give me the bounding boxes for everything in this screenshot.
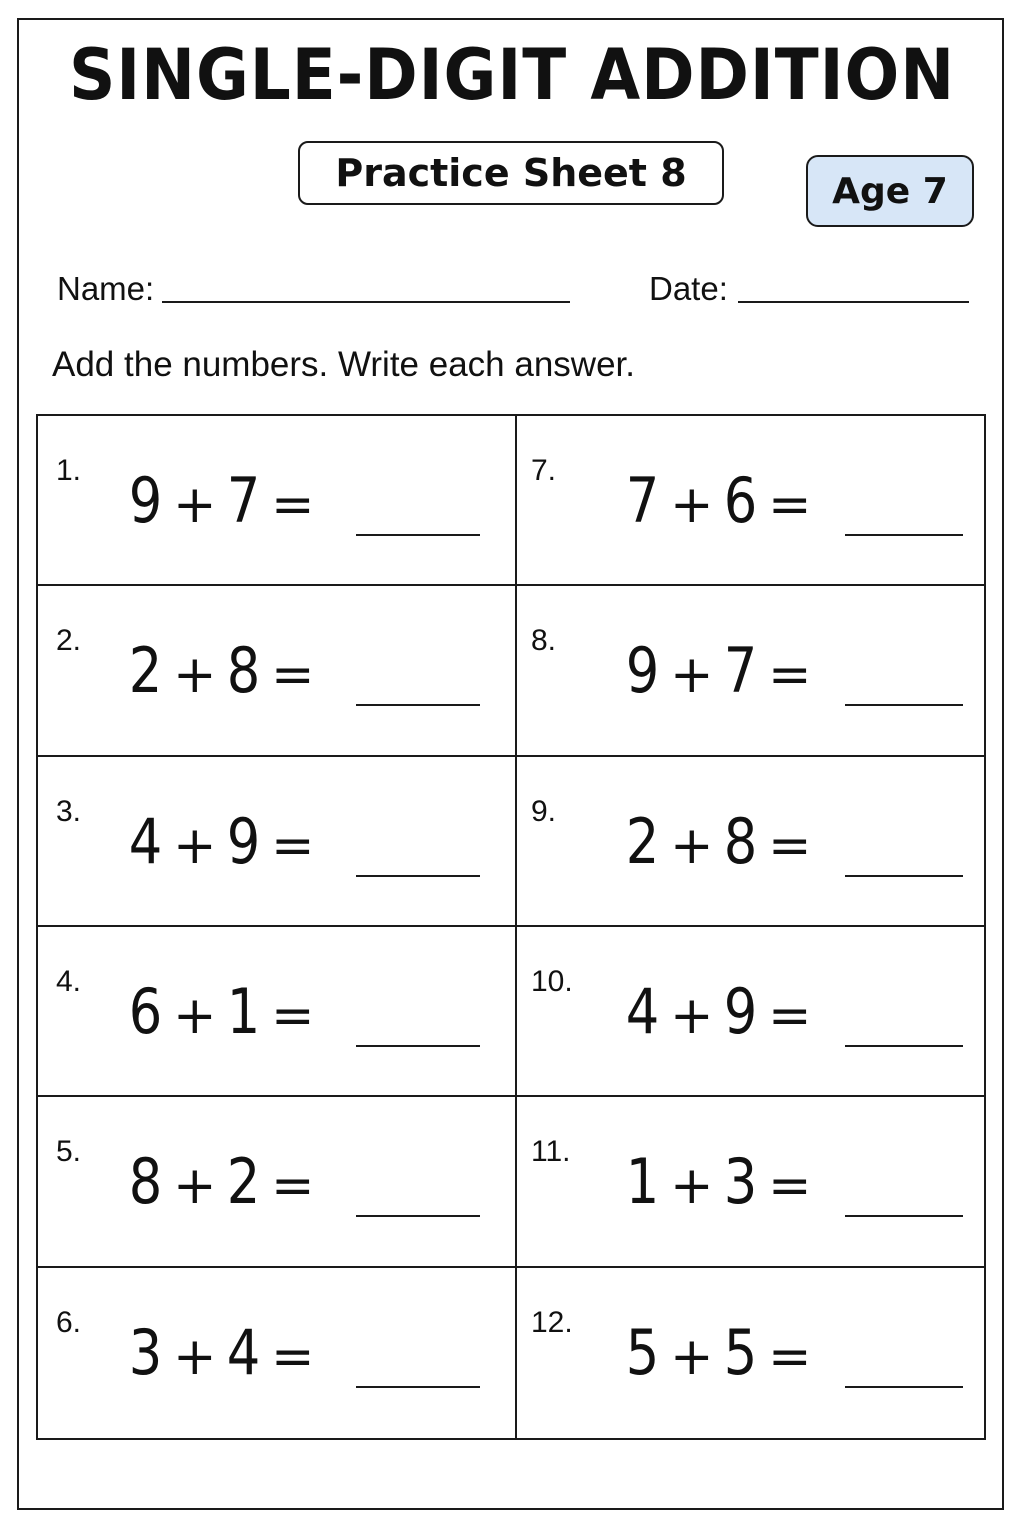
name-label: Name: (57, 270, 155, 307)
problem-cell (38, 1097, 517, 1267)
problem-expression (126, 974, 315, 1048)
problem-expression (623, 634, 812, 708)
age-badge (806, 155, 974, 227)
problem-expression (126, 634, 315, 708)
plus-sign: + (173, 985, 217, 1046)
problem-number: 12. (531, 1305, 573, 1339)
problem-cell (517, 416, 984, 586)
answer-blank[interactable] (845, 704, 963, 706)
problem-cell (517, 586, 984, 756)
problem-cell (38, 757, 517, 927)
problem-number: 8. (531, 624, 557, 658)
answer-blank[interactable] (845, 1215, 963, 1217)
plus-sign: + (173, 645, 217, 706)
addend-first: 4 (128, 804, 163, 878)
addend-second: 4 (226, 1315, 261, 1389)
equals-sign: = (768, 815, 812, 876)
equals-sign: = (768, 1326, 812, 1387)
addend-first: 1 (625, 1145, 660, 1219)
equals-sign: = (271, 1326, 315, 1387)
problem-number: 6. (56, 1305, 82, 1339)
problem-cell (38, 416, 517, 586)
problem-number: 4. (56, 964, 82, 998)
problem-expression (126, 804, 315, 878)
addend-first: 7 (625, 464, 660, 537)
problem-number: 1. (56, 454, 82, 487)
plus-sign: + (670, 645, 714, 706)
equals-sign: = (768, 985, 812, 1046)
practice-sheet-label (298, 141, 724, 205)
problem-expression (126, 464, 315, 537)
plus-sign: + (670, 1156, 714, 1217)
addend-first: 4 (625, 974, 660, 1048)
equals-sign: = (271, 985, 315, 1046)
problem-number: 9. (531, 794, 557, 828)
addend-second: 5 (723, 1315, 758, 1389)
answer-blank[interactable] (356, 704, 480, 706)
plus-sign: + (670, 815, 714, 876)
problem-number: 7. (531, 454, 557, 487)
addend-first: 2 (625, 804, 660, 878)
addend-first: 6 (128, 974, 163, 1048)
addend-second: 7 (723, 634, 758, 708)
addend-second: 7 (226, 464, 261, 537)
problem-number: 5. (56, 1135, 82, 1169)
equals-sign: = (768, 645, 812, 706)
answer-blank[interactable] (356, 1215, 480, 1217)
answer-blank[interactable] (356, 875, 480, 877)
practice-sheet-text: Practice Sheet 8 (335, 151, 687, 195)
equals-sign: = (271, 815, 315, 876)
plus-sign: + (173, 475, 217, 535)
problem-expression (623, 974, 812, 1048)
addend-first: 8 (128, 1145, 163, 1219)
answer-blank[interactable] (845, 1045, 963, 1047)
equals-sign: = (271, 645, 315, 706)
problem-number: 10. (531, 964, 573, 998)
problem-number: 3. (56, 794, 82, 828)
problem-cell (517, 1268, 984, 1438)
addend-second: 9 (723, 974, 758, 1048)
addend-first: 5 (625, 1315, 660, 1389)
addend-first: 3 (128, 1315, 163, 1389)
name-line[interactable] (162, 301, 570, 303)
date-label: Date: (649, 270, 728, 307)
problem-expression (623, 1315, 812, 1389)
plus-sign: + (173, 815, 217, 876)
addend-second: 8 (226, 634, 261, 708)
plus-sign: + (670, 1326, 714, 1387)
answer-blank[interactable] (356, 1045, 480, 1047)
problem-expression (623, 464, 812, 537)
addend-second: 1 (226, 974, 261, 1048)
date-line[interactable] (738, 301, 969, 303)
equals-sign: = (768, 475, 812, 535)
equals-sign: = (768, 1156, 812, 1217)
plus-sign: + (670, 985, 714, 1046)
problem-expression (126, 1315, 315, 1389)
answer-blank[interactable] (356, 1386, 480, 1388)
problem-cell (38, 927, 517, 1097)
addend-first: 9 (625, 634, 660, 708)
addend-second: 3 (723, 1145, 758, 1219)
problem-expression (623, 1145, 812, 1219)
plus-sign: + (173, 1156, 217, 1217)
age-badge-text: Age 7 (832, 170, 948, 212)
addend-first: 9 (128, 464, 163, 537)
problem-cell (517, 927, 984, 1097)
problem-expression (623, 804, 812, 878)
equals-sign: = (271, 475, 315, 535)
problem-expression (126, 1145, 315, 1219)
addend-second: 8 (723, 804, 758, 878)
problem-cell (38, 1268, 517, 1438)
plus-sign: + (173, 1326, 217, 1387)
problem-number: 11. (531, 1135, 571, 1169)
worksheet-title: SINGLE-DIGIT ADDITION (68, 34, 956, 116)
answer-blank[interactable] (356, 534, 480, 536)
addend-second: 6 (723, 464, 758, 537)
problem-cell (517, 757, 984, 927)
equals-sign: = (271, 1156, 315, 1217)
problem-cell (517, 1097, 984, 1267)
answer-blank[interactable] (845, 875, 963, 877)
addend-second: 9 (226, 804, 261, 878)
answer-blank[interactable] (845, 534, 963, 536)
plus-sign: + (670, 475, 714, 535)
answer-blank[interactable] (845, 1386, 963, 1388)
problem-grid (36, 414, 986, 1440)
problem-number: 2. (56, 624, 82, 658)
instructions-text: Add the numbers. Write each answer. (52, 345, 635, 384)
problem-cell (38, 586, 517, 756)
addend-second: 2 (226, 1145, 261, 1219)
addend-first: 2 (128, 634, 163, 708)
